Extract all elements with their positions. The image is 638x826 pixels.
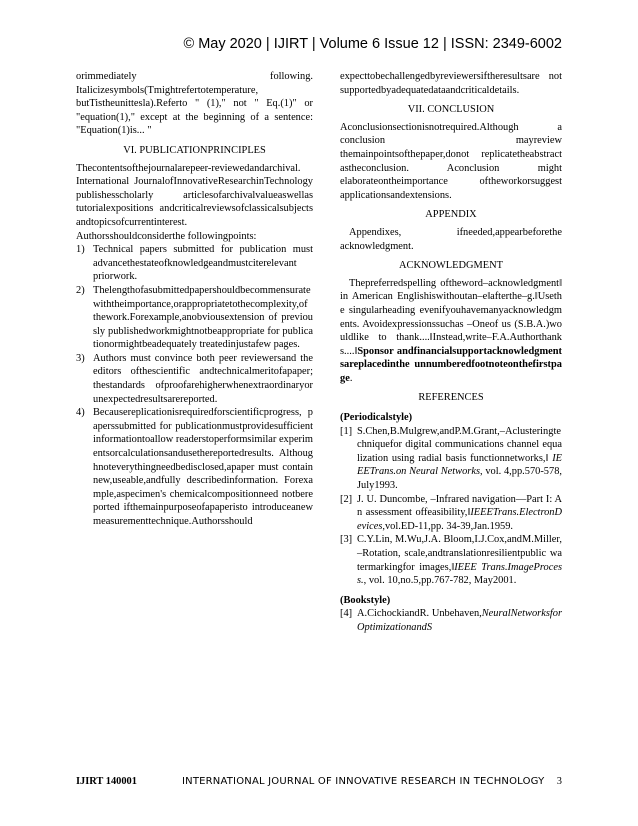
appendix-paragraph: Appendixes, ifneeded,appearbeforethe acknowledgment. <box>340 226 562 252</box>
reference-item <box>340 607 562 634</box>
intro-line: orimmediately following. <box>76 71 313 82</box>
reference-number: [4] <box>340 608 353 620</box>
reference-journal: IEEETrans.ElectronDevices <box>357 507 562 532</box>
reference-item <box>340 533 562 587</box>
reference-number: [2] <box>340 493 353 505</box>
list-text: Authors must convince both peer reviewersand the editors ofthescientific andtechnicalmeritofapaper; thestandards ofproofarehigherwhenextraordinaryor unexpectedresultsarereported. <box>93 352 313 405</box>
reference-book-title: NeuralNetworksforOptimizationandS <box>357 608 562 633</box>
periodical-style-label: (Periodicalstyle) <box>340 412 413 424</box>
reference-text <box>357 493 562 534</box>
list-item <box>76 284 313 352</box>
section-heading-conclusion: VII. CONCLUSION <box>407 104 495 116</box>
journal-header-text: © May 2020 | IJIRT | Volume 6 Issue 12 | ISSN: 2349-6002 <box>183 36 562 52</box>
book-style-label: (Bookstyle) <box>340 594 391 606</box>
reference-details: ,vol.ED-11,pp. 34-39,Jan.1959. <box>382 520 514 532</box>
reference-details: , vol. 10,no.5,pp.767-782, May2001. <box>363 575 517 587</box>
reference-authors: S.Chen,B.Mulgrew,andP.M.Grant,–Aclusteringtechniquefor digital communications channel equalization using radial basis functionnetworks,‖ <box>357 425 562 464</box>
list-text: Becausereplicationisrequiredforscientificprogress, paperssubmitted for publicationmustprovidesufficient informationtoallow readerstoperformsimilar experimentsorcalculationsandusethereportedresults. Althoughnoteverythingneedbedisclosed,apaper must containnew,useable,andfully describedinformation. Forexample,aspecimen's chemicalcompositionneed notbereported ifthemainpurposeofapaperisto introduceanewmeasurementtechnique.Authorsshould <box>93 407 313 527</box>
section-heading-appendix: APPENDIX <box>425 209 477 221</box>
section-paragraph: Thecontentsofthejournalarepeer-reviewedandarchival. International JournalofInnovativeResearchinTechnology publishesscholarly articlesofarchivalvalueaswellas tutorialexpositions andcriticalreviewsofclassicalsubjects andtopicsofcurrentinterest. <box>76 162 313 228</box>
conclusion-paragraph: Aconclusionsectionisnotrequired.Although a conclusion mayreview themainpointsofthepaper,donot replicatetheabstract astheconclusion. Aconclusion might elaborateontheimportance oftheworkorsuggest applicationsandextensions. <box>340 121 562 201</box>
reference-item <box>340 425 562 493</box>
journal-name: INTERNATIONAL JOURNAL OF INNOVATIVE RESEARCH IN TECHNOLOGY <box>182 776 545 787</box>
list-text: Thelengthofasubmittedpapershouldbecommensurate withtheimportance,orappropriatetothecomplexity,of thework.Forexample,anobviousextension of previously publishedworkmightnotbeappropriate for publicationormightbeadequately treatedinjustafew pages. <box>93 284 313 351</box>
intro-line: butTistheunittesla).Referto " (1)," not " Eq.(1)" or <box>76 98 313 110</box>
reference-text <box>357 533 562 587</box>
section-heading-acknowledgment: ACKNOWLEDGMENT <box>399 260 503 272</box>
list-item <box>76 406 313 528</box>
reference-text <box>357 425 562 493</box>
list-number: 1) <box>76 244 85 256</box>
list-item <box>76 243 313 284</box>
reference-authors: C.Y.Lin, M.Wu,J.A. Bloom,I.J.Cox,andM.Miller,–Rotation, scale,andtranslationresilientpublic watermarkingfor images,‖ <box>357 534 562 573</box>
reference-number: [1] <box>340 425 353 437</box>
left-column <box>76 70 313 529</box>
page-number: 3 <box>556 776 562 787</box>
list-number: 3) <box>76 352 85 364</box>
intro-line: "equation(1)," except at the beginning of a sentence: <box>76 111 313 123</box>
section-heading-publication-principles: VI. PUBLICATIONPRINCIPLES <box>123 144 266 156</box>
acknowledgment-paragraph <box>340 277 562 386</box>
paper-id: IJIRT 140001 <box>76 776 137 787</box>
continued-text: expecttobechallengedbyreviewersiftheresultsare not supportedbyadequatedataandcriticaldetails. <box>340 71 562 96</box>
acknowledgment-text: Thepreferredspelling oftheword–acknowledgment‖in American Englishiswithoutan–e‖afterthe–g.‖Usethe singularheading evenifyouhavemanyacknowledgments. Avoidexpressionssuchas –Oneof us (S.B.A.)wouldlike to thank....‖Instead,write–F.A.Authorthanks....‖ <box>340 277 562 357</box>
reference-journal: IEEETrans.on Neural Networks <box>357 452 562 478</box>
list-number: 2) <box>76 284 85 296</box>
list-text: Technical papers submitted for publication must advancethestateofknowledgeandmustciterelevant priorwork. <box>93 244 313 283</box>
reference-details: , vol. 4,pp.570-578,July1993. <box>357 466 562 492</box>
points-list <box>76 243 313 528</box>
intro-line: "Equation(1)is... " <box>76 125 152 137</box>
reference-item <box>340 493 562 534</box>
list-number: 4) <box>76 407 85 419</box>
list-item <box>76 352 313 406</box>
acknowledgment-end: . <box>349 372 353 384</box>
intro-line: Italicizesymbols(Tmightrefertotemperature, <box>76 84 259 96</box>
right-column <box>340 70 562 635</box>
section-heading-references: REFERENCES <box>418 392 484 404</box>
reference-number: [3] <box>340 534 353 546</box>
reference-journal: IEEE Trans.ImageProcess. <box>357 561 562 587</box>
reference-text <box>357 607 562 634</box>
authors-points-intro: Authorsshouldconsiderthe followingpoints: <box>76 230 257 242</box>
reference-authors: A.CichockiandR. Unbehaven, <box>357 608 482 620</box>
reference-authors: J. U. Duncombe, –Infrared navigation—Part I: An assessment offeasibility,‖ <box>357 493 562 519</box>
acknowledgment-bold-text: Sponsor andfinancialsupportacknowledgmentsareplacedinthe unnumberedfootnoteonthefirstpage <box>340 345 562 384</box>
